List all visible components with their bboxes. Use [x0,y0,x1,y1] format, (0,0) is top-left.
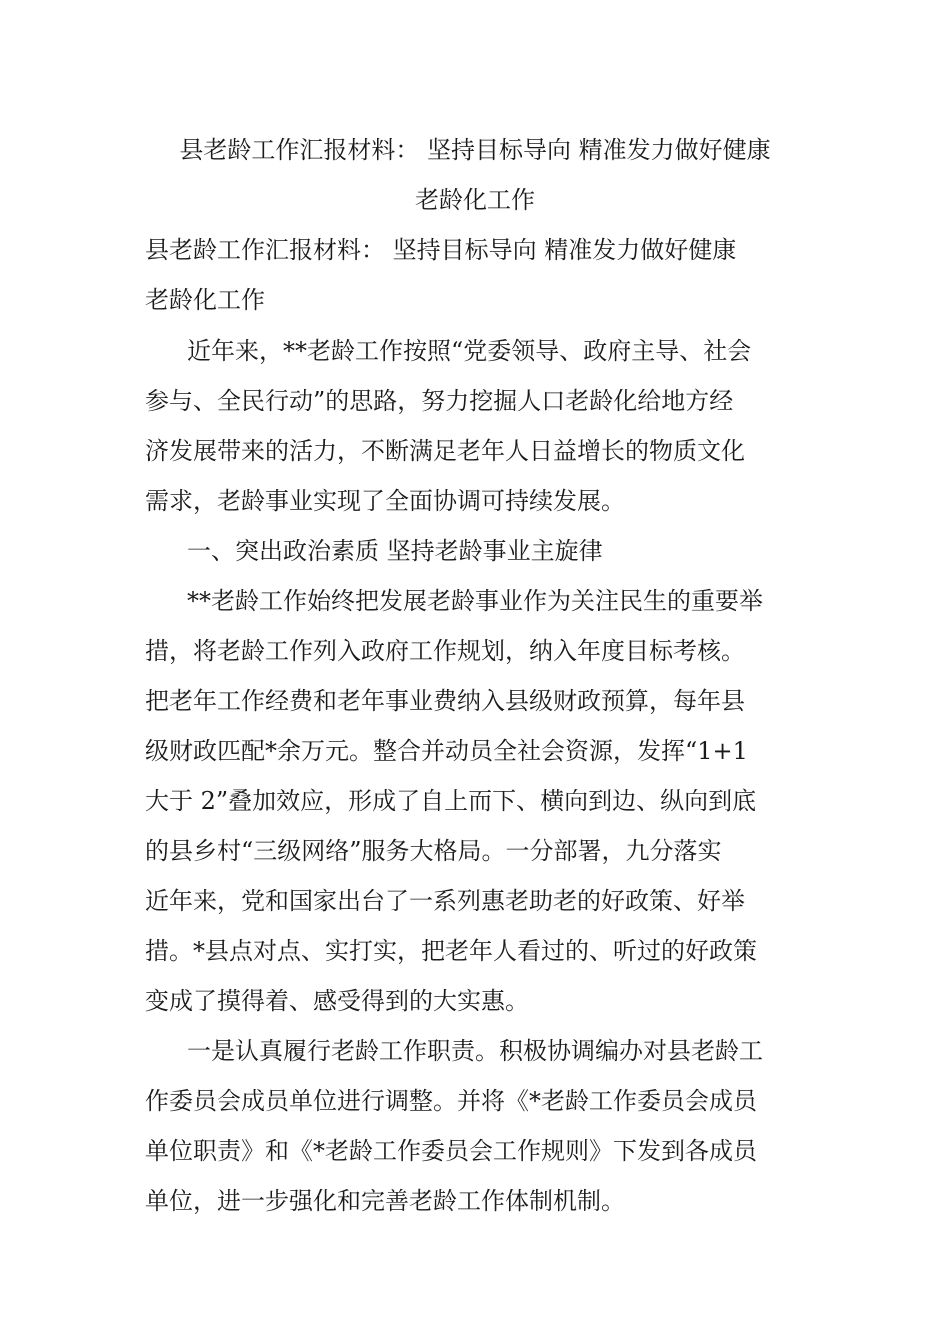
paragraph-line: 措。*县点对点、实打实，把老年人看过的、听过的好政策 [145,937,757,965]
paragraph-line: 把老年工作经费和老年事业费纳入县级财政预算，每年县 [145,687,745,715]
paragraph-line: 参与、全民行动”的思路，努力挖掘人口老龄化给地方经 [145,387,734,415]
section-heading: 一、突出政治素质 坚持老龄事业主旋律 [187,537,603,565]
document-subtitle-line-2: 老龄化工作 [145,286,265,314]
paragraph-line: 单位职责》和《*老龄工作委员会工作规则》下发到各成员 [145,1137,757,1165]
paragraph-line: 单位，进一步强化和完善老龄工作体制机制。 [145,1187,625,1215]
document-subtitle-line-1: 县老龄工作汇报材料： 坚持目标导向 精准发力做好健康 [145,236,737,264]
document-title-line-2: 老龄化工作 [415,186,535,214]
paragraph-line: 近年来，**老龄工作按照“党委领导、政府主导、社会 [187,337,752,365]
paragraph-line: 变成了摸得着、感受得到的大实惠。 [145,987,529,1015]
paragraph-line: 作委员会成员单位进行调整。并将《*老龄工作委员会成员 [145,1087,757,1115]
paragraph-line: 一是认真履行老龄工作职责。积极协调编办对县老龄工 [187,1037,763,1065]
paragraph-line: **老龄工作始终把发展老龄事业作为关注民生的重要举 [187,587,763,615]
paragraph-line: 措，将老龄工作列入政府工作规划，纳入年度目标考核。 [145,637,745,665]
paragraph-line: 级财政匹配*余万元。整合并动员全社会资源，发挥“1+1 [145,737,748,765]
paragraph-line: 近年来，党和国家出台了一系列惠老助老的好政策、好举 [145,887,745,915]
paragraph-line: 需求，老龄事业实现了全面协调可持续发展。 [145,487,625,515]
paragraph-line: 的县乡村“三级网络”服务大格局。一分部署，九分落实 [145,837,722,865]
paragraph-line: 大于 2”叠加效应，形成了自上而下、横向到边、纵向到底 [145,787,757,815]
paragraph-line: 济发展带来的活力，不断满足老年人日益增长的物质文化 [145,437,745,465]
document-title-line-1: 县老龄工作汇报材料： 坚持目标导向 精准发力做好健康 [179,136,771,164]
